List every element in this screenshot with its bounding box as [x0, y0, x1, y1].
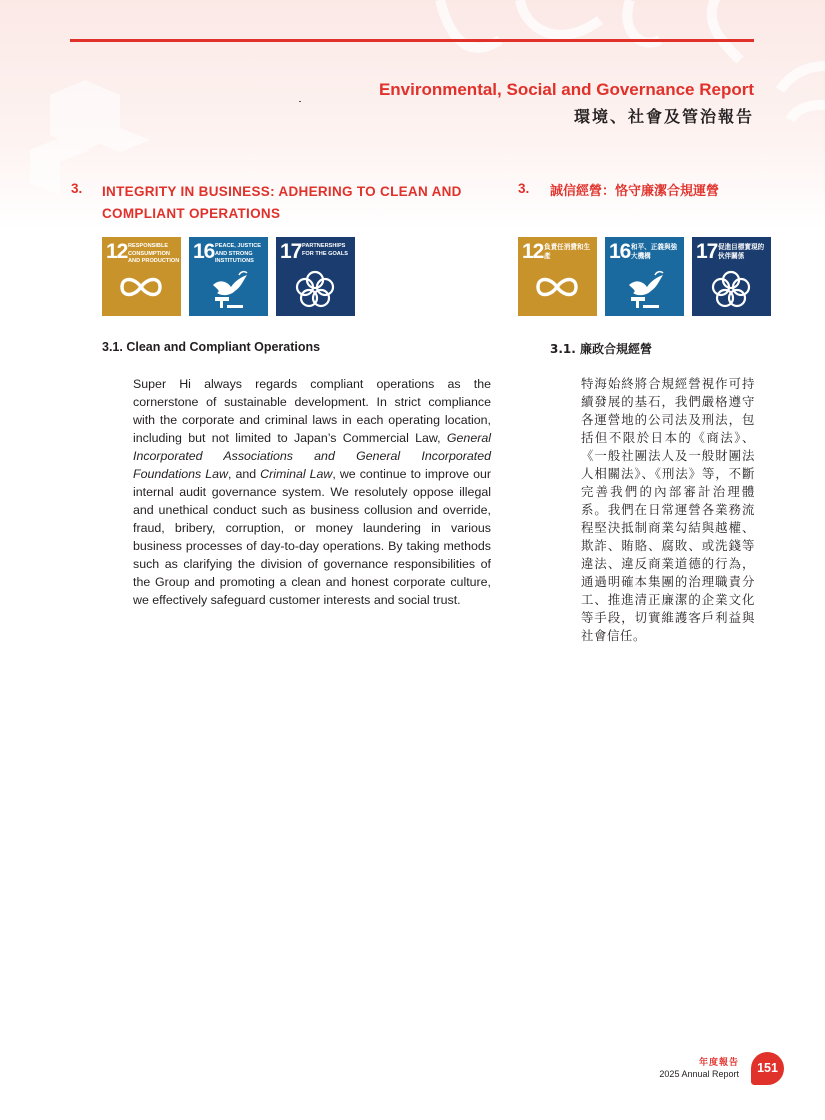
footer-annual-report-zh: 年度報告	[698, 1058, 739, 1068]
flower-rings-icon	[290, 267, 340, 312]
sdg-16-tile-zh	[605, 237, 684, 316]
sdg-number: 16	[609, 240, 631, 263]
subsection-title-zh: 3.1. 廉政合規經營	[550, 342, 652, 356]
sdg-label: RESPONSIBLE CONSUMPTION AND PRODUCTION	[128, 243, 180, 264]
body-paragraph-zh: 特海始終將合規經營視作可持續發展的基石，我們嚴格遵守各運營地的公司法及刑法，包括但不限於日本的《商法》、《一般社團法人及一般財團法人相關法》、《刑法》等，不斷完善我們的內部審計治理體系。我們在日常運營各業務流程堅決抵制商業勾結與越權、欺詐、賄賂、腐敗、或洗錢等違法、違反商業道德的行為，通過明確本集團的治理職責分工、推進清正廉潔的企業文化等手段，切實維護客戶利益與社會信任。	[581, 376, 755, 643]
sdg-number: 17	[696, 240, 718, 263]
dove-gavel-icon	[203, 267, 253, 312]
stray-dot	[299, 101, 301, 102]
footer-annual-report-en: 2025 Annual Report	[659, 1069, 739, 1079]
sdg-label: PARTNERSHIPS FOR THE GOALS	[302, 243, 348, 257]
sdg-12-tile-en	[102, 237, 181, 316]
report-title-zh: 環境、社會及管治報告	[573, 107, 754, 126]
body-text: Super Hi always regards compliant operations as the cornerstone of sustainable development. In strict compliance with the corporate and criminal laws in each operating location, including but not limited to Japan’s Commercial Law,	[133, 377, 491, 445]
sdg-number: 12	[106, 240, 128, 263]
sdg-number: 17	[280, 240, 302, 263]
sdg-17-tile-en	[276, 237, 355, 316]
report-title-en: Environmental, Social and Governance Report	[378, 80, 754, 99]
sdg-12-tile-zh	[518, 237, 597, 316]
section-title-en: INTEGRITY IN BUSINESS: ADHERING TO CLEAN AND COMPLIANT OPERATIONS	[102, 184, 462, 221]
dove-gavel-icon	[619, 267, 669, 312]
body-text: , we continue to improve our internal audit governance system. We resolutely oppose illegal and unethical conduct such as business collusion and override, fraud, bribery, corruption, or money laundering in various business processes of day-to-day operations. By taking methods such as clarifying the division of governance responsibilities of the Group and promoting a clean and honest corporate culture, we effectively safeguard customer interests and social trust.	[133, 467, 491, 607]
sdg-number: 12	[522, 240, 544, 263]
sdg-label: PEACE, JUSTICE AND STRONG INSTITUTIONS	[215, 243, 262, 264]
top-red-rule	[70, 39, 754, 42]
law-name-italic: Criminal Law	[260, 467, 333, 481]
sdg-label: 和平、正義與強大機構	[631, 243, 678, 260]
body-text: , and	[227, 467, 261, 481]
infinity-icon	[116, 267, 166, 307]
subsection-title-en: 3.1. Clean and Compliant Operations	[102, 340, 321, 354]
sdg-number: 16	[193, 240, 215, 263]
sdg-16-tile-en	[189, 237, 268, 316]
section-title-zh: 誠信經營：恪守廉潔合規運營	[550, 184, 720, 199]
sdg-label: 負責任消費和生產	[544, 243, 591, 260]
section-number-zh: 3.	[518, 181, 530, 196]
body-paragraph-en	[133, 375, 491, 609]
law-name-italic: General Incorporated Associations and General Incorporated Foundations Law	[133, 431, 491, 481]
infinity-icon	[532, 267, 582, 307]
sdg-label: 促進目標實現的伙伴關係	[718, 243, 765, 260]
section-number-en: 3.	[71, 181, 83, 196]
flower-rings-icon	[706, 267, 756, 312]
page-number-badge: 151	[751, 1052, 784, 1085]
sdg-17-tile-zh	[692, 237, 771, 316]
